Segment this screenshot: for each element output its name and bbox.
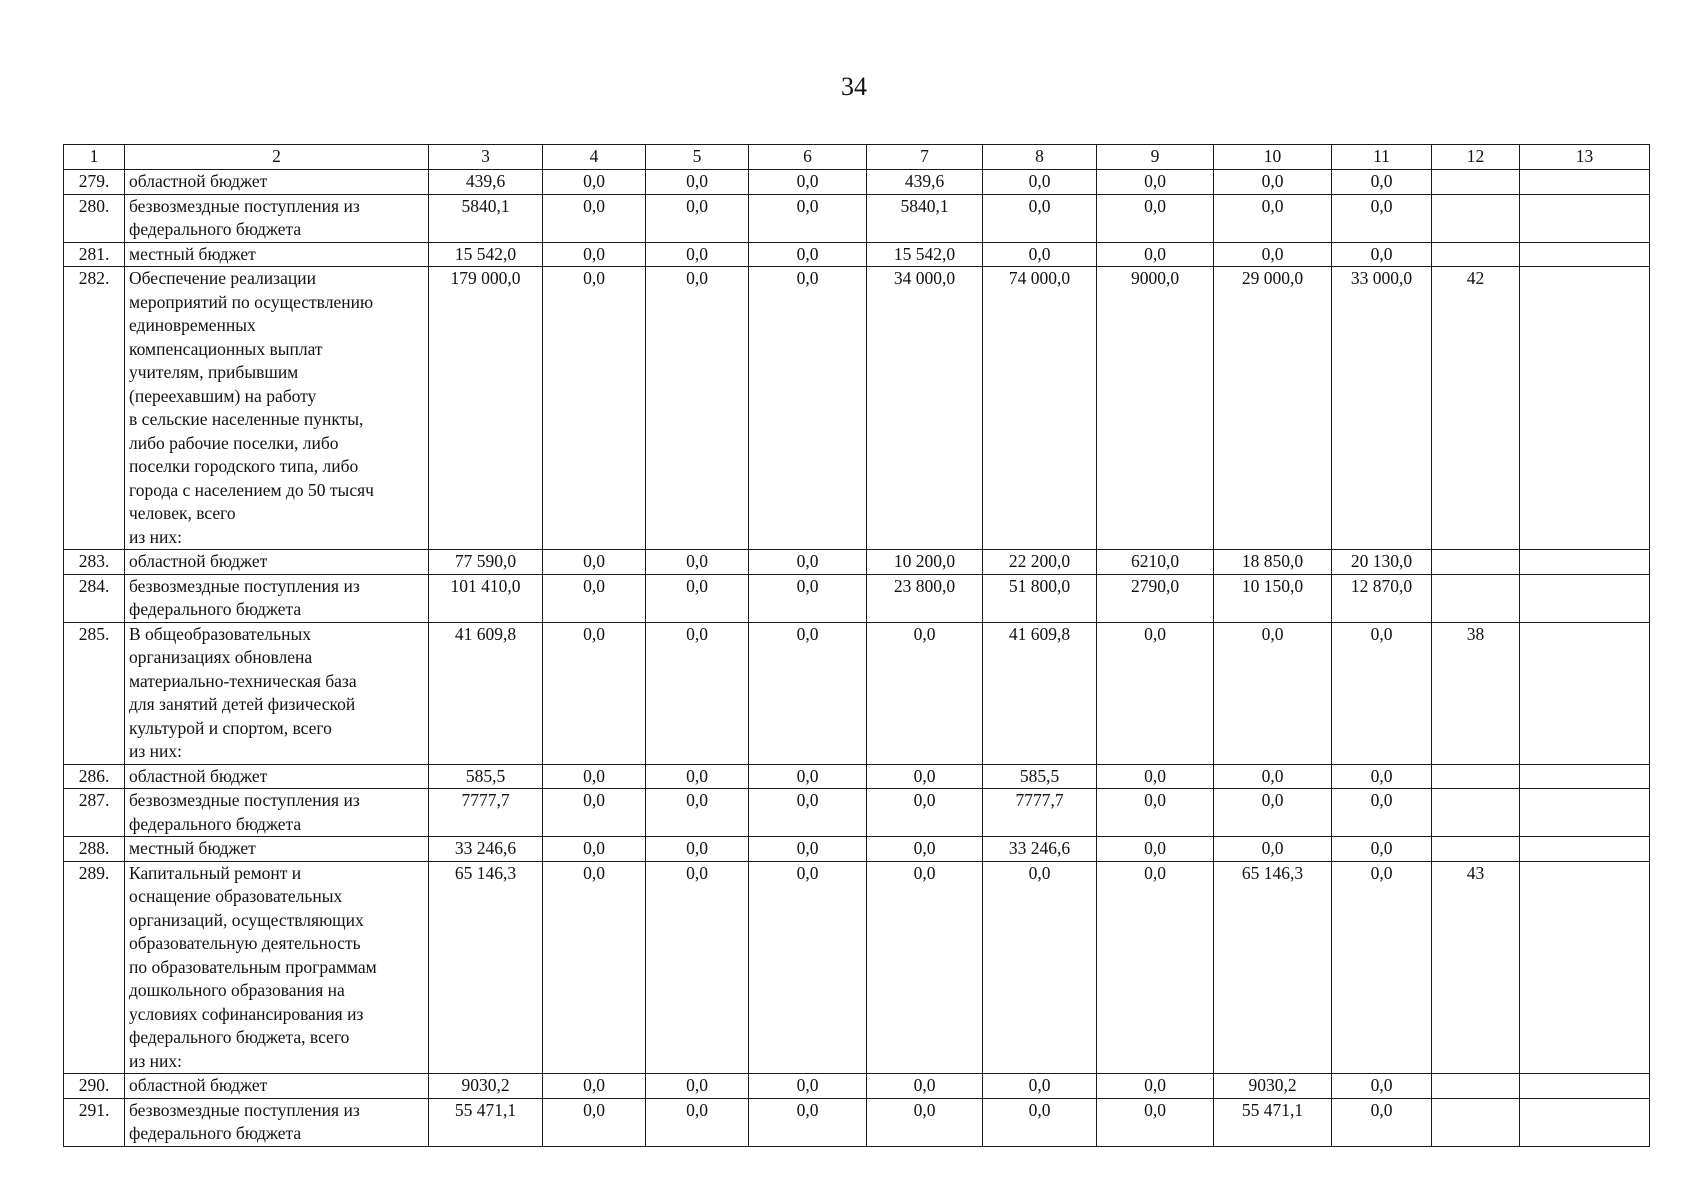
amount-cell: 74 000,0 [983,267,1097,550]
amount-cell: 0,0 [749,170,867,195]
amount-cell: 0,0 [543,267,646,550]
row-number: 287. [64,789,125,837]
row-number: 283. [64,550,125,575]
row-number: 289. [64,861,125,1074]
budget-table [63,144,1650,1147]
column-header: 4 [543,145,646,170]
amount-cell: 0,0 [1332,242,1432,267]
amount-cell: 0,0 [749,764,867,789]
note-cell [1520,622,1650,764]
amount-cell: 0,0 [1214,242,1332,267]
column-header: 11 [1332,145,1432,170]
amount-cell: 0,0 [646,267,749,550]
amount-cell: 0,0 [1214,764,1332,789]
amount-cell: 585,5 [429,764,543,789]
amount-cell: 22 200,0 [983,550,1097,575]
amount-cell: 0,0 [749,267,867,550]
indicator-number-cell [1432,194,1520,242]
page-number: 34 [841,72,867,101]
indicator-number-cell [1432,837,1520,862]
amount-cell: 51 800,0 [983,574,1097,622]
note-cell [1520,861,1650,1074]
table-row [64,194,1650,242]
amount-cell: 0,0 [749,1098,867,1146]
amount-cell: 0,0 [1214,789,1332,837]
column-header: 12 [1432,145,1520,170]
amount-cell: 0,0 [1332,1098,1432,1146]
row-number: 286. [64,764,125,789]
row-description: безвозмездные поступления из федерального бюджета [125,194,429,242]
amount-cell: 585,5 [983,764,1097,789]
amount-cell: 0,0 [646,837,749,862]
amount-cell: 0,0 [543,574,646,622]
note-cell [1520,1098,1650,1146]
table-row [64,574,1650,622]
row-description: областной бюджет [125,550,429,575]
table-row [64,789,1650,837]
amount-cell: 20 130,0 [1332,550,1432,575]
amount-cell: 33 246,6 [429,837,543,862]
amount-cell: 0,0 [749,622,867,764]
amount-cell: 0,0 [646,861,749,1074]
row-number: 279. [64,170,125,195]
table-row [64,550,1650,575]
note-cell [1520,550,1650,575]
indicator-number-cell [1432,1098,1520,1146]
amount-cell: 9000,0 [1097,267,1214,550]
column-header: 6 [749,145,867,170]
amount-cell: 0,0 [1097,1098,1214,1146]
row-description: областной бюджет [125,764,429,789]
amount-cell: 0,0 [543,1098,646,1146]
indicator-number-cell [1432,242,1520,267]
amount-cell: 439,6 [867,170,983,195]
amount-cell: 0,0 [1332,861,1432,1074]
column-header: 1 [64,145,125,170]
row-description: Капитальный ремонт и оснащение образовательных организаций, осуществляющих образовательную деятельность по образовательным программам дошкольного образования на условиях софинансирования из федерального бюджета, всего из них: [125,861,429,1074]
amount-cell: 0,0 [749,242,867,267]
table-row [64,861,1650,1074]
amount-cell: 0,0 [1332,789,1432,837]
amount-cell: 0,0 [1097,194,1214,242]
amount-cell: 0,0 [543,1074,646,1099]
amount-cell: 0,0 [1332,622,1432,764]
row-number: 282. [64,267,125,550]
amount-cell: 0,0 [1332,764,1432,789]
row-number: 290. [64,1074,125,1099]
amount-cell: 0,0 [646,550,749,575]
amount-cell: 23 800,0 [867,574,983,622]
amount-cell: 0,0 [1097,861,1214,1074]
row-description: областной бюджет [125,1074,429,1099]
amount-cell: 0,0 [543,550,646,575]
amount-cell: 0,0 [543,837,646,862]
amount-cell: 0,0 [1214,837,1332,862]
note-cell [1520,789,1650,837]
amount-cell: 0,0 [983,1098,1097,1146]
amount-cell: 65 146,3 [429,861,543,1074]
amount-cell: 9030,2 [1214,1074,1332,1099]
amount-cell: 0,0 [749,789,867,837]
row-description: безвозмездные поступления из федерального бюджета [125,789,429,837]
amount-cell: 15 542,0 [867,242,983,267]
table-row [64,837,1650,862]
amount-cell: 0,0 [1214,622,1332,764]
amount-cell: 0,0 [646,622,749,764]
amount-cell: 0,0 [646,789,749,837]
indicator-number-cell [1432,764,1520,789]
amount-cell: 10 200,0 [867,550,983,575]
amount-cell: 0,0 [1332,1074,1432,1099]
amount-cell: 2790,0 [1097,574,1214,622]
note-cell [1520,574,1650,622]
amount-cell: 0,0 [646,242,749,267]
indicator-number-cell [1432,170,1520,195]
amount-cell: 179 000,0 [429,267,543,550]
amount-cell: 0,0 [749,1074,867,1099]
amount-cell: 0,0 [867,789,983,837]
amount-cell: 439,6 [429,170,543,195]
row-number: 281. [64,242,125,267]
table-body [64,170,1650,1147]
row-number: 284. [64,574,125,622]
amount-cell: 29 000,0 [1214,267,1332,550]
amount-cell: 0,0 [1097,242,1214,267]
amount-cell: 9030,2 [429,1074,543,1099]
amount-cell: 0,0 [749,550,867,575]
header-row [64,145,1650,170]
amount-cell: 18 850,0 [1214,550,1332,575]
amount-cell: 41 609,8 [983,622,1097,764]
amount-cell: 0,0 [867,861,983,1074]
amount-cell: 101 410,0 [429,574,543,622]
amount-cell: 0,0 [646,170,749,195]
amount-cell: 0,0 [1332,194,1432,242]
row-number: 280. [64,194,125,242]
table-row [64,1074,1650,1099]
row-number: 285. [64,622,125,764]
amount-cell: 0,0 [867,837,983,862]
amount-cell: 55 471,1 [429,1098,543,1146]
amount-cell: 77 590,0 [429,550,543,575]
amount-cell: 0,0 [867,1074,983,1099]
amount-cell: 0,0 [543,242,646,267]
amount-cell: 33 246,6 [983,837,1097,862]
indicator-number-cell [1432,550,1520,575]
table-row [64,764,1650,789]
note-cell [1520,170,1650,195]
table-row [64,622,1650,764]
note-cell [1520,194,1650,242]
amount-cell: 0,0 [1097,622,1214,764]
amount-cell: 0,0 [543,170,646,195]
amount-cell: 0,0 [646,1074,749,1099]
column-header: 3 [429,145,543,170]
table-row [64,170,1650,195]
amount-cell: 0,0 [1097,170,1214,195]
column-header: 2 [125,145,429,170]
amount-cell: 5840,1 [429,194,543,242]
note-cell [1520,837,1650,862]
indicator-number-cell: 42 [1432,267,1520,550]
amount-cell: 0,0 [1332,837,1432,862]
amount-cell: 0,0 [1097,764,1214,789]
amount-cell: 15 542,0 [429,242,543,267]
table-row [64,1098,1650,1146]
column-header: 5 [646,145,749,170]
amount-cell: 10 150,0 [1214,574,1332,622]
amount-cell: 0,0 [543,194,646,242]
amount-cell: 0,0 [749,837,867,862]
row-description: Обеспечение реализации мероприятий по осуществлению единовременных компенсационных выплат учителям, прибывшим (переехавшим) на работу в сельские населенные пункты, либо рабочие поселки, либо поселки городского типа, либо города с населением до 50 тысяч человек, всего из них: [125,267,429,550]
amount-cell: 0,0 [1214,194,1332,242]
note-cell [1520,242,1650,267]
row-number: 291. [64,1098,125,1146]
row-description: местный бюджет [125,242,429,267]
amount-cell: 65 146,3 [1214,861,1332,1074]
table-row [64,242,1650,267]
amount-cell: 0,0 [867,764,983,789]
amount-cell: 12 870,0 [1332,574,1432,622]
amount-cell: 7777,7 [983,789,1097,837]
amount-cell: 0,0 [749,574,867,622]
indicator-number-cell [1432,574,1520,622]
amount-cell: 0,0 [646,574,749,622]
column-header: 8 [983,145,1097,170]
amount-cell: 0,0 [543,789,646,837]
indicator-number-cell: 38 [1432,622,1520,764]
row-description: областной бюджет [125,170,429,195]
amount-cell: 0,0 [1097,789,1214,837]
column-header: 9 [1097,145,1214,170]
amount-cell: 34 000,0 [867,267,983,550]
note-cell [1520,267,1650,550]
amount-cell: 0,0 [1097,1074,1214,1099]
amount-cell: 0,0 [867,1098,983,1146]
note-cell [1520,1074,1650,1099]
table-row [64,267,1650,550]
amount-cell: 5840,1 [867,194,983,242]
amount-cell: 0,0 [1097,837,1214,862]
row-description: В общеобразовательных организациях обновлена материально-техническая база для занятий детей физической культурой и спортом, всего из них: [125,622,429,764]
amount-cell: 0,0 [646,194,749,242]
amount-cell: 0,0 [983,242,1097,267]
amount-cell: 0,0 [543,764,646,789]
row-description: безвозмездные поступления из федерального бюджета [125,1098,429,1146]
indicator-number-cell [1432,789,1520,837]
amount-cell: 6210,0 [1097,550,1214,575]
amount-cell: 41 609,8 [429,622,543,764]
amount-cell: 0,0 [749,194,867,242]
amount-cell: 0,0 [646,1098,749,1146]
note-cell [1520,764,1650,789]
amount-cell: 0,0 [1332,170,1432,195]
row-number: 288. [64,837,125,862]
amount-cell: 33 000,0 [1332,267,1432,550]
row-description: безвозмездные поступления из федерального бюджета [125,574,429,622]
indicator-number-cell: 43 [1432,861,1520,1074]
amount-cell: 0,0 [983,194,1097,242]
amount-cell: 0,0 [983,170,1097,195]
column-header: 7 [867,145,983,170]
indicator-number-cell [1432,1074,1520,1099]
amount-cell: 0,0 [543,622,646,764]
amount-cell: 0,0 [1214,170,1332,195]
amount-cell: 0,0 [543,861,646,1074]
amount-cell: 0,0 [867,622,983,764]
amount-cell: 0,0 [646,764,749,789]
row-description: местный бюджет [125,837,429,862]
amount-cell: 0,0 [983,861,1097,1074]
amount-cell: 7777,7 [429,789,543,837]
amount-cell: 0,0 [983,1074,1097,1099]
column-header: 10 [1214,145,1332,170]
amount-cell: 55 471,1 [1214,1098,1332,1146]
amount-cell: 0,0 [749,861,867,1074]
column-header: 13 [1520,145,1650,170]
